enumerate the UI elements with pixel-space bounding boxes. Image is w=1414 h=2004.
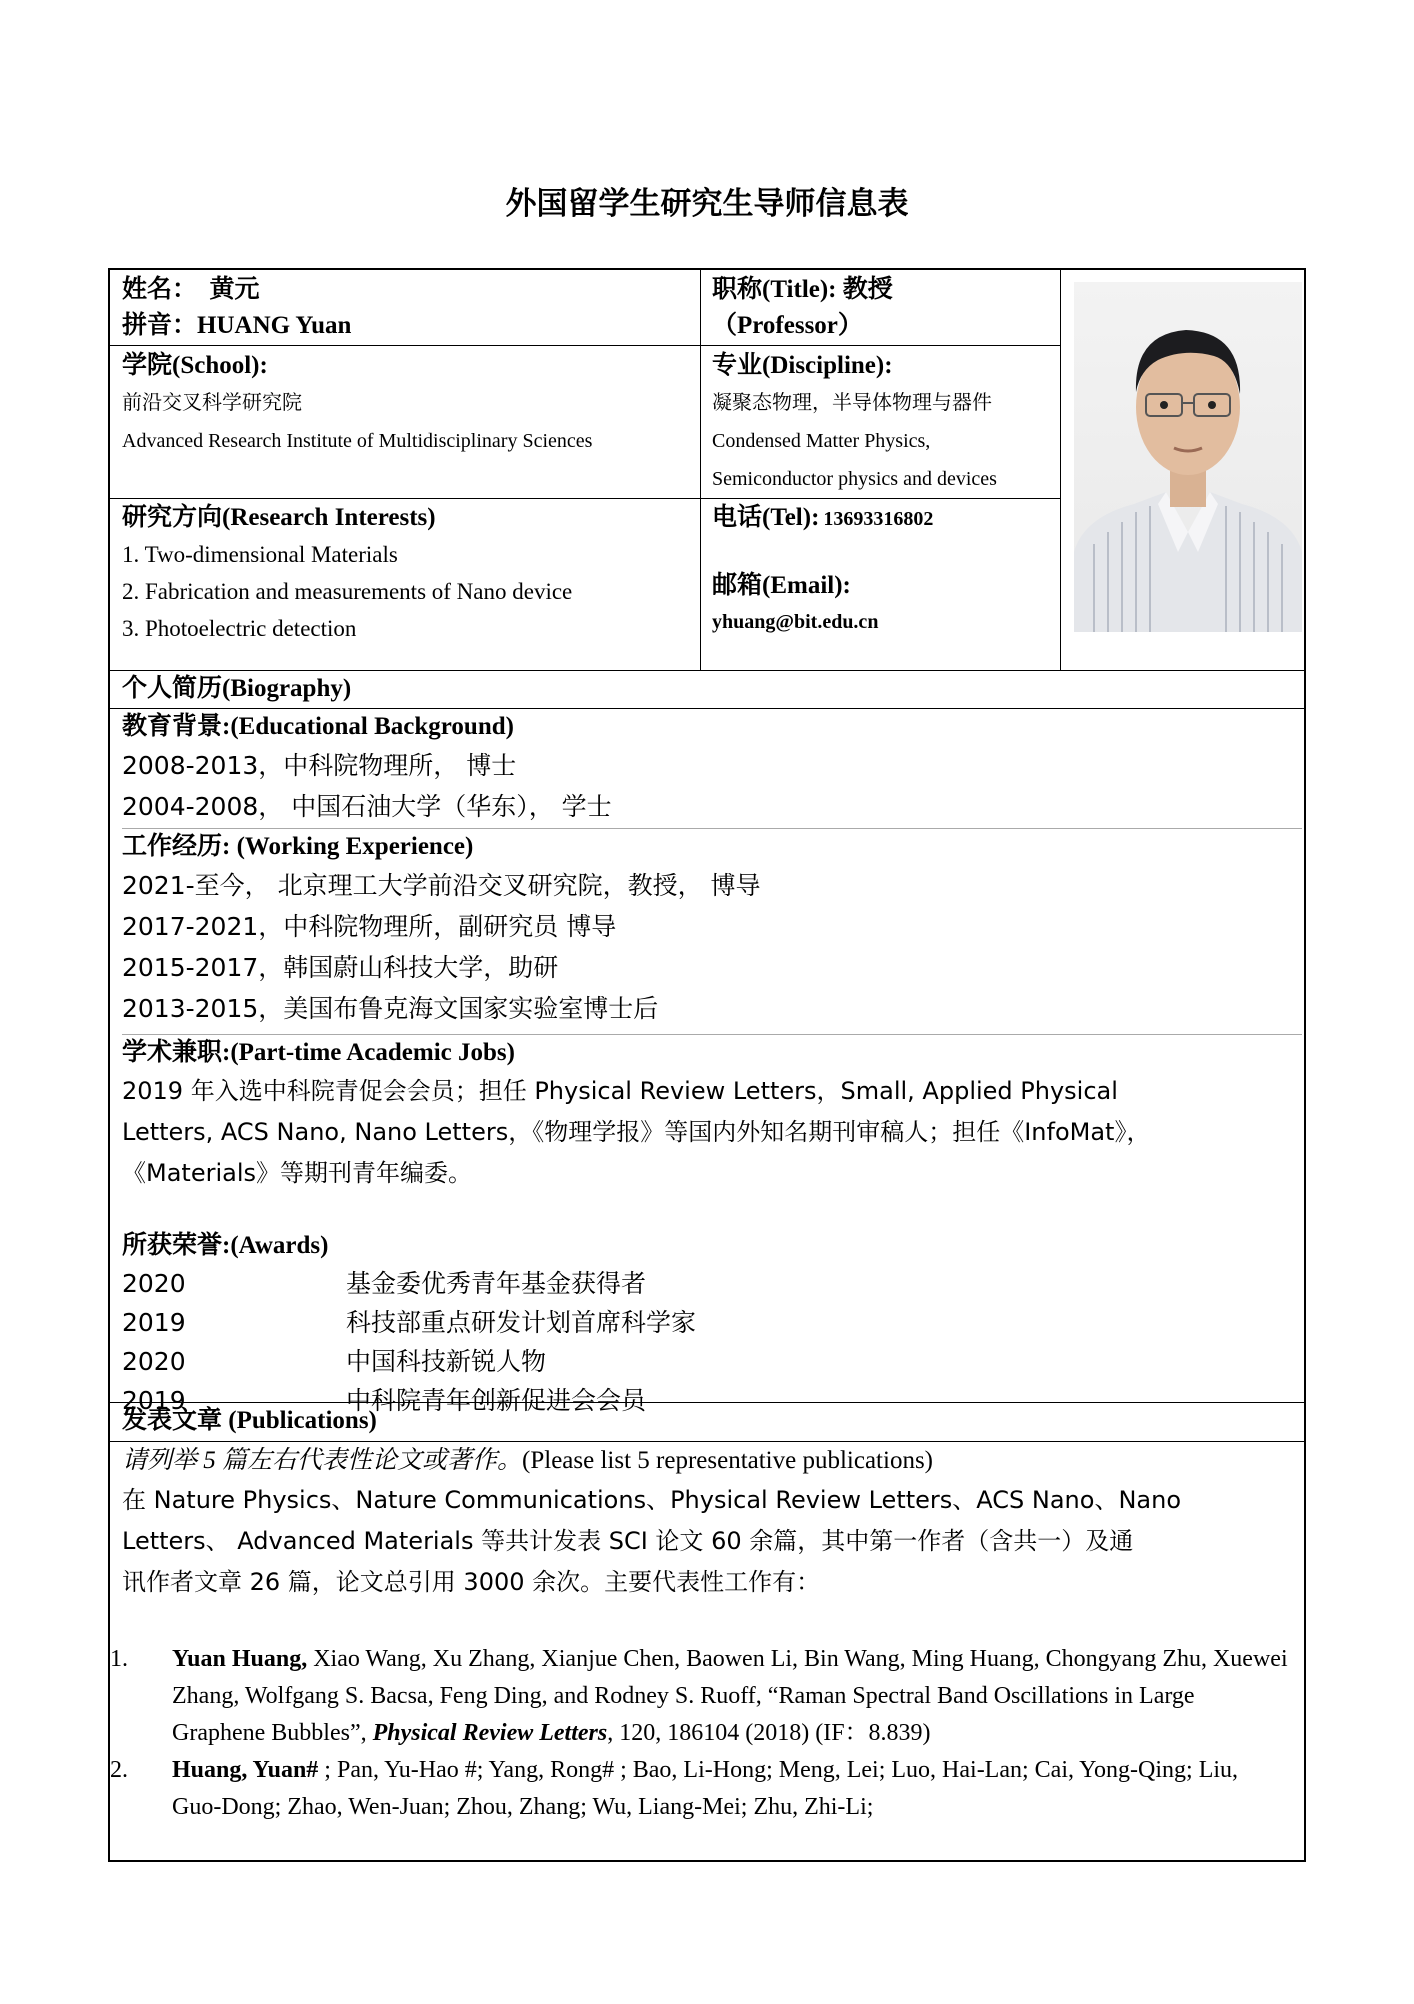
- parttime-line: Letters, ACS Nano, Nano Letters，《物理学报》等国内外知名期刊审稿人；担任《InfoMat》，: [122, 1118, 1151, 1146]
- education-section: [122, 709, 1298, 827]
- award-row: [122, 1264, 1298, 1303]
- biography-heading: 个人简历(Biography): [122, 675, 352, 702]
- work-item: 2017-2021，中科院物理所，副研究员 博导: [122, 912, 617, 941]
- title-label: 职称(Title):: [712, 276, 837, 303]
- publications-summary-line: Letters、 Advanced Materials 等共计发表 SCI 论文 60 余篇，其中第一作者（含共一）及通: [122, 1527, 1134, 1555]
- publications-summary-line: 在 Nature Physics、Nature Communications、Physical Review Letters、ACS Nano、Nano: [122, 1486, 1181, 1514]
- work-section: [122, 829, 1298, 1029]
- award-row: [122, 1303, 1298, 1342]
- discipline-label: 专业(Discipline):: [712, 352, 893, 379]
- title-value-en: （Professor）: [712, 312, 863, 339]
- award-name: 中科院青年创新促进会会员: [346, 1386, 647, 1415]
- publications-prompt-cn: 请列举 5 篇左右代表性论文或著作。: [122, 1447, 523, 1474]
- email-label: 邮箱(Email):: [712, 572, 851, 599]
- tel-label: 电话(Tel):: [712, 504, 820, 531]
- pinyin-label: 拼音：: [122, 312, 198, 339]
- name-field: [122, 272, 351, 344]
- publication-lead-author: Yuan Huang,: [172, 1646, 308, 1672]
- publication-number: 1.: [110, 1646, 128, 1672]
- award-year: 2020: [122, 1347, 186, 1376]
- award-name: 科技部重点研发计划首席科学家: [346, 1308, 697, 1337]
- publication-text: Xiao Wang, Xu Zhang, Xianjue Chen, Baowen Li, Bin Wang, Ming Huang, Chongyang Zhu, Xuewei Zhang, Wolfgang S. Bacsa, Feng Ding, and Rodney S. Ruoff, “Raman Spectral Band Oscillations in Large Graphene Bubbles”,: [172, 1646, 1288, 1746]
- divider: [1060, 270, 1061, 670]
- award-year: 2019: [122, 1308, 186, 1337]
- education-label: 教育背景:(Educational Background): [122, 713, 514, 740]
- publication-item: [110, 1641, 1288, 1752]
- person-icon: [1074, 282, 1302, 632]
- education-item: 2008-2013，中科院物理所， 博士: [122, 751, 517, 780]
- school-label: 学院(School):: [122, 352, 268, 379]
- school-name-en: Advanced Research Institute of Multidisciplinary Sciences: [122, 430, 593, 452]
- name-value: 黄元: [209, 276, 260, 303]
- award-name: 中国科技新锐人物: [346, 1347, 547, 1376]
- awards-section: [122, 1228, 1298, 1420]
- publications-heading: 发表文章 (Publications): [122, 1407, 377, 1434]
- education-item: 2004-2008， 中国石油大学（华东）， 学士: [122, 792, 612, 821]
- portrait-photo: [1074, 282, 1302, 632]
- contact-field: [712, 500, 933, 640]
- parttime-line: 2019 年入选中科院青促会会员；担任 Physical Review Letters，Small, Applied Physical: [122, 1077, 1118, 1105]
- parttime-section: [122, 1035, 1298, 1194]
- discipline-en-line2: Semiconductor physics and devices: [712, 468, 997, 490]
- title-field: [712, 272, 893, 344]
- pinyin-value: HUANG Yuan: [197, 312, 352, 339]
- work-label: 工作经历: (Working Experience): [122, 833, 474, 860]
- discipline-field: [712, 348, 997, 498]
- publications-prompt-en: (Please list 5 representative publications): [522, 1447, 934, 1474]
- name-label: 姓名：: [122, 276, 198, 303]
- divider: [110, 345, 1060, 346]
- research-item: 3. Photoelectric detection: [122, 616, 357, 641]
- research-item: 2. Fabrication and measurements of Nano device: [122, 579, 573, 604]
- award-row: [122, 1342, 1298, 1381]
- publication-journal: Physical Review Letters: [372, 1720, 608, 1746]
- work-item: 2013-2015，美国布鲁克海文国家实验室博士后: [122, 994, 659, 1023]
- info-table: [108, 268, 1306, 1862]
- publication-text: ; Pan, Yu-Hao #; Yang, Rong# ; Bao, Li-Hong; Meng, Lei; Luo, Hai-Lan; Cai, Yong-Qing; Liu, Guo-Dong; Zhao, Wen-Juan; Zhou, Zhang; Wu, Liang-Mei; Zhu, Zhi-Li;: [172, 1757, 1239, 1820]
- research-interests: [122, 500, 572, 647]
- publication-item: [110, 1752, 1288, 1826]
- title-value: 教授: [842, 276, 893, 303]
- parttime-label: 学术兼职:(Part-time Academic Jobs): [122, 1039, 515, 1066]
- school-name-cn: 前沿交叉科学研究院: [122, 392, 302, 414]
- award-year: 2020: [122, 1269, 186, 1298]
- work-item: 2015-2017，韩国蔚山科技大学，助研: [122, 953, 559, 982]
- awards-label: 所获荣誉:(Awards): [122, 1232, 329, 1259]
- publications-summary-line: 讯作者文章 26 篇，论文总引用 3000 余次。主要代表性工作有：: [122, 1568, 821, 1596]
- school-field: [122, 348, 592, 460]
- research-item: 1. Two-dimensional Materials: [122, 542, 398, 567]
- email-value[interactable]: yhuang@bit.edu.cn: [712, 611, 879, 633]
- work-item: 2021-至今， 北京理工大学前沿交叉研究院，教授， 博导: [122, 871, 761, 900]
- publication-text: , 120, 186104 (2018) (IF：8.839): [607, 1720, 931, 1746]
- publications-section: [110, 1442, 1298, 1826]
- award-year: 2019: [122, 1386, 186, 1415]
- award-name: 基金委优秀青年基金获得者: [346, 1269, 647, 1298]
- discipline-cn: 凝聚态物理，半导体物理与器件: [712, 392, 992, 414]
- research-label: 研究方向(Research Interests): [122, 504, 436, 531]
- publication-lead-author: Huang, Yuan#: [172, 1757, 319, 1783]
- divider: [110, 498, 1060, 499]
- tel-value: 13693316802: [823, 508, 934, 530]
- page-title: 外国留学生研究生导师信息表: [505, 186, 909, 222]
- parttime-line: 《Materials》等期刊青年编委。: [122, 1159, 473, 1187]
- publication-number: 2.: [110, 1757, 128, 1783]
- divider: [700, 270, 701, 670]
- discipline-en-line1: Condensed Matter Physics,: [712, 430, 931, 452]
